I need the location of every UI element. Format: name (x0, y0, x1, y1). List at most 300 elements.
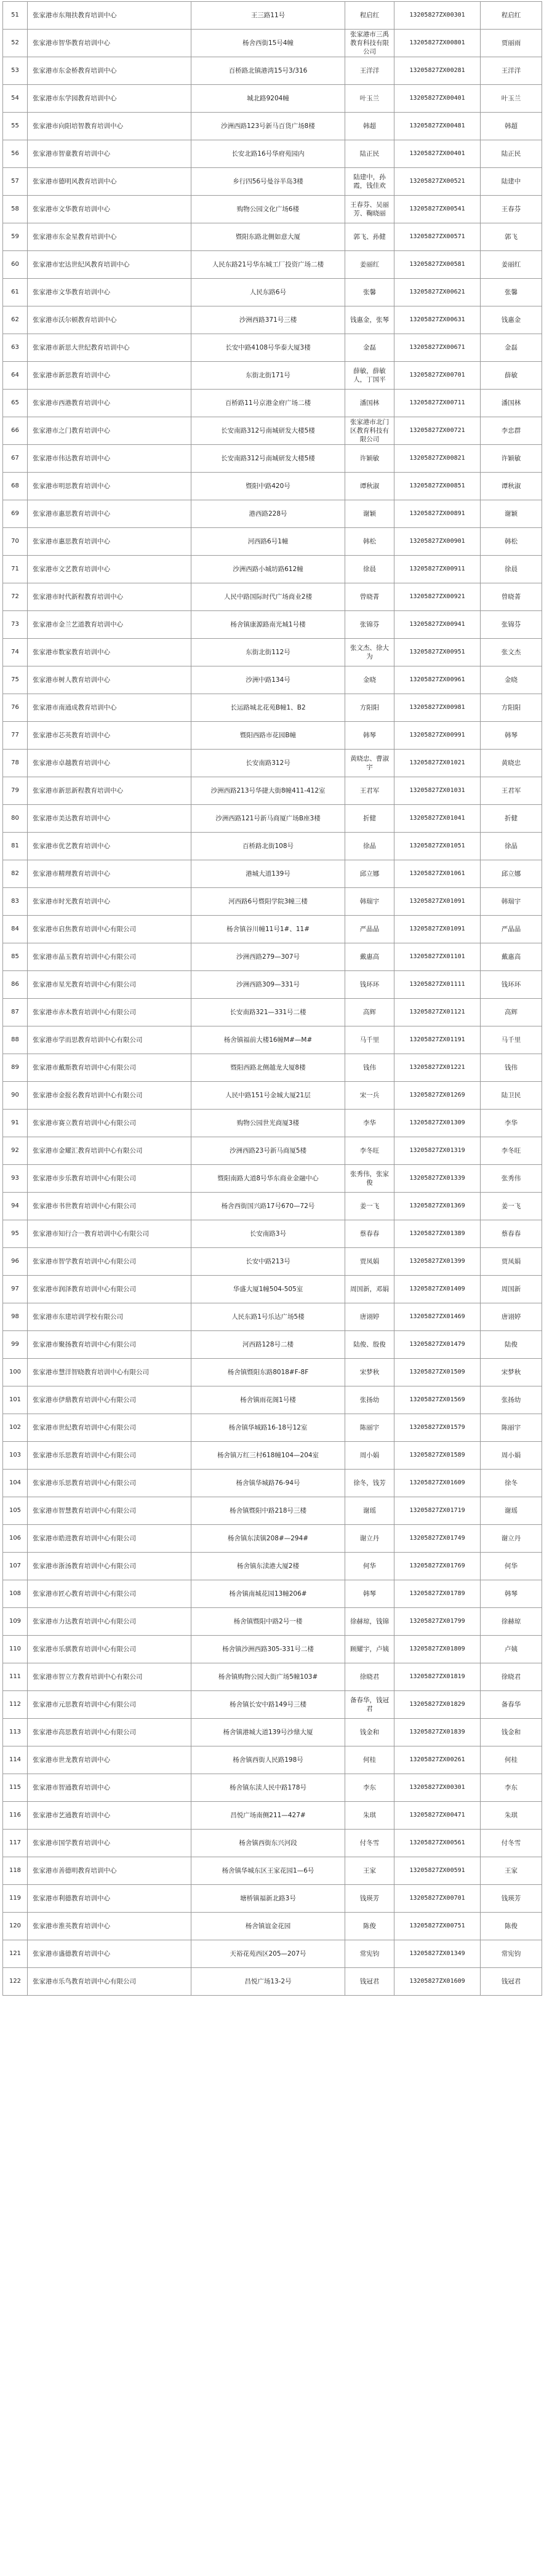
center-name: 张家港市智童教育培训中心 (28, 140, 191, 168)
center-owner: 徐晓君 (345, 1663, 394, 1691)
table-row (3, 1026, 542, 1054)
center-address: 昌悦广场13-2号 (191, 1968, 345, 1996)
row-number: 80 (3, 805, 28, 833)
center-name: 张家港市世龙教育培训中心 (28, 1746, 191, 1774)
center-address: 杨舍西街15号4幢 (191, 30, 345, 57)
table-row (3, 196, 542, 223)
row-number: 99 (3, 1331, 28, 1359)
center-head: 周国新 (481, 1276, 542, 1303)
license-code: 13205827ZX00591 (394, 1857, 481, 1885)
center-name: 张家港市步乐教育培训中心有限公司 (28, 1165, 191, 1193)
center-name: 张家港市优艺教育培训中心 (28, 833, 191, 860)
center-address: 杨舍镇东渎人民中路178号 (191, 1774, 345, 1802)
center-address: 杨舍镇谊金花园 (191, 1913, 345, 1940)
center-head: 陆俊 (481, 1331, 542, 1359)
license-code: 13205827ZX01749 (394, 1525, 481, 1553)
license-code: 13205827ZX00961 (394, 666, 481, 694)
center-name: 张家港市东建培训学校有限公司 (28, 1303, 191, 1331)
table-row (3, 1137, 542, 1165)
row-number: 60 (3, 251, 28, 279)
row-number: 51 (3, 2, 28, 30)
table-row (3, 750, 542, 777)
center-name: 张家港市向阳培智教育培训中心 (28, 113, 191, 140)
center-name: 张家港市智立方教育培训中心有限公司 (28, 1663, 191, 1691)
center-name: 张家港市新思大世纪教育培训中心 (28, 334, 191, 362)
center-head: 蔡春春 (481, 1220, 542, 1248)
center-owner: 张锦芬 (345, 611, 394, 639)
table-row (3, 1220, 542, 1248)
center-name: 张家港市乐骐教育培训中心有限公司 (28, 1636, 191, 1663)
license-code: 13205827ZX01819 (394, 1663, 481, 1691)
center-name: 张家港市利德教育培训中心 (28, 1885, 191, 1913)
center-address: 乡行四56号曼谷半岛3楼 (191, 168, 345, 196)
center-owner: 钱冠君 (345, 1968, 394, 1996)
center-address: 沙洲西路23号新马商厦5楼 (191, 1137, 345, 1165)
license-code: 13205827ZX01389 (394, 1220, 481, 1248)
center-owner: 邱立娜 (345, 860, 394, 888)
row-number: 78 (3, 750, 28, 777)
center-owner: 徐赫琼，钱锦 (345, 1608, 394, 1636)
license-code: 13205827ZX00701 (394, 362, 481, 390)
row-number: 116 (3, 1802, 28, 1830)
center-name: 张家港市新思教育培训中心 (28, 362, 191, 390)
center-name: 张家港市西港教育培训中心 (28, 390, 191, 417)
center-address: 长安南路312号南城研发大楼5楼 (191, 445, 345, 473)
center-owner: 蔡春春 (345, 1220, 394, 1248)
license-code: 13205827ZX00301 (394, 2, 481, 30)
center-head: 钱伟 (481, 1054, 542, 1082)
license-code: 13205827ZX01319 (394, 1137, 481, 1165)
center-head: 钱惠金 (481, 306, 542, 334)
center-owner: 徐冬，钱芳 (345, 1470, 394, 1497)
table-row (3, 999, 542, 1026)
table-row (3, 1331, 542, 1359)
center-address: 沙洲西路213号华捷大街8幢411-412室 (191, 777, 345, 805)
center-owner: 钱金和 (345, 1719, 394, 1746)
center-owner: 徐晶 (345, 833, 394, 860)
center-owner: 韩琴 (345, 722, 394, 750)
center-name: 张家港市书世教育培训中心有限公司 (28, 1193, 191, 1220)
center-head: 韩松 (481, 528, 542, 556)
center-owner: 谭秋淑 (345, 473, 394, 500)
center-owner: 贾凤娟 (345, 1248, 394, 1276)
center-address: 长安中路4108号华泰大厦3楼 (191, 334, 345, 362)
center-owner: 叶玉兰 (345, 85, 394, 113)
table-row (3, 500, 542, 528)
center-address: 杨舍镇谷川幢11号1#、11# (191, 916, 345, 943)
center-head: 谢立丹 (481, 1525, 542, 1553)
center-address: 沙洲西路123号新马百货广场8楼 (191, 113, 345, 140)
center-head: 贾凤娟 (481, 1248, 542, 1276)
row-number: 71 (3, 556, 28, 583)
center-head: 程启红 (481, 2, 542, 30)
table-row (3, 1165, 542, 1193)
center-name: 张家港市南通成教育培训中心 (28, 694, 191, 722)
row-number: 75 (3, 666, 28, 694)
row-number: 111 (3, 1663, 28, 1691)
row-number: 104 (3, 1470, 28, 1497)
center-owner: 王洋洋 (345, 57, 394, 85)
center-address: 百桥路11号京港金府广场二楼 (191, 390, 345, 417)
center-address: 长安中路213号 (191, 1248, 345, 1276)
license-code: 13205827ZX00671 (394, 334, 481, 362)
license-code: 13205827ZX01309 (394, 1110, 481, 1137)
center-owner: 何桂 (345, 1746, 394, 1774)
center-name: 张家港市东金桥教育培训中心 (28, 57, 191, 85)
license-code: 13205827ZX01399 (394, 1248, 481, 1276)
center-owner: 张家港市北门区教育科技有限公司 (345, 417, 394, 445)
row-number: 67 (3, 445, 28, 473)
table-row (3, 1442, 542, 1470)
center-owner: 周国新，邓娟 (345, 1276, 394, 1303)
center-owner: 谢瑶 (345, 1497, 394, 1525)
row-number: 120 (3, 1913, 28, 1940)
center-address: 长安南路312号南城研发大楼5楼 (191, 417, 345, 445)
center-name: 张家港市精理教育培训中心 (28, 860, 191, 888)
row-number: 115 (3, 1774, 28, 1802)
center-name: 张家港市启焦教育培训中心有限公司 (28, 916, 191, 943)
center-owner: 徐晨 (345, 556, 394, 583)
center-owner: 张秀伟，张家俊 (345, 1165, 394, 1193)
table-row (3, 1885, 542, 1913)
row-number: 107 (3, 1553, 28, 1580)
center-owner: 李东 (345, 1774, 394, 1802)
center-head: 谢瑶 (481, 1497, 542, 1525)
center-owner: 高辉 (345, 999, 394, 1026)
center-address: 杨舍西街国兴路17号670—72号 (191, 1193, 345, 1220)
row-number: 110 (3, 1636, 28, 1663)
license-code: 13205827ZX00721 (394, 417, 481, 445)
row-number: 97 (3, 1276, 28, 1303)
table-row (3, 1580, 542, 1608)
document-page (0, 1, 544, 2576)
center-address: 东街北街112号 (191, 639, 345, 666)
center-address: 东街北街171号 (191, 362, 345, 390)
center-head: 钱瑛芳 (481, 1885, 542, 1913)
center-head: 李华 (481, 1110, 542, 1137)
center-name: 张家港市乐鸟教育培训中心有限公司 (28, 1968, 191, 1996)
center-address: 杨舍镇西街东兴河段 (191, 1830, 345, 1857)
table-row (3, 943, 542, 971)
center-head: 曾晓菁 (481, 583, 542, 611)
center-address: 杨舍镇华城东区王家花园1—6号 (191, 1857, 345, 1885)
table-row (3, 1414, 542, 1442)
center-address: 百桥路北街108号 (191, 833, 345, 860)
license-code: 13205827ZX01469 (394, 1303, 481, 1331)
center-head: 贾丽雨 (481, 30, 542, 57)
center-name: 张家港市赤木教育培训中心有限公司 (28, 999, 191, 1026)
table-row (3, 777, 542, 805)
center-name: 张家港市新思新程教育培训中心 (28, 777, 191, 805)
center-address: 购物公园文化广场6楼 (191, 196, 345, 223)
license-code: 13205827ZX01609 (394, 1470, 481, 1497)
center-address: 长安南路312号 (191, 750, 345, 777)
row-number: 90 (3, 1082, 28, 1110)
center-name: 张家港市伊鼎教育培训中心有限公司 (28, 1386, 191, 1414)
center-address: 人民中路151号金城大厦21层 (191, 1082, 345, 1110)
row-number: 108 (3, 1580, 28, 1608)
table-row (3, 1525, 542, 1553)
center-owner: 钱环环 (345, 971, 394, 999)
center-head: 姜丽红 (481, 251, 542, 279)
row-number: 74 (3, 639, 28, 666)
center-name: 张家港市文华教育培训中心 (28, 279, 191, 306)
row-number: 57 (3, 168, 28, 196)
row-number: 69 (3, 500, 28, 528)
license-code: 13205827ZX00901 (394, 528, 481, 556)
center-head: 李忠群 (481, 417, 542, 445)
table-row (3, 30, 542, 57)
center-head: 金晓 (481, 666, 542, 694)
center-head: 方阳阳 (481, 694, 542, 722)
center-owner: 薛敏，薛敏人，丁国平 (345, 362, 394, 390)
license-code: 13205827ZX01031 (394, 777, 481, 805)
license-code: 13205827ZX01809 (394, 1636, 481, 1663)
center-head: 陆建中 (481, 168, 542, 196)
table-row (3, 1857, 542, 1885)
center-owner: 韩松 (345, 528, 394, 556)
license-code: 13205827ZX01829 (394, 1691, 481, 1719)
table-row (3, 611, 542, 639)
center-name: 张家港市金兰艺道教育培训中心 (28, 611, 191, 639)
center-head: 叶玉兰 (481, 85, 542, 113)
table-row (3, 1553, 542, 1580)
center-head: 邱立娜 (481, 860, 542, 888)
center-name: 张家港市艺通教育培训中心 (28, 1802, 191, 1830)
center-name: 张家港市时代新程教育培训中心 (28, 583, 191, 611)
row-number: 112 (3, 1691, 28, 1719)
center-head: 谢颖 (481, 500, 542, 528)
center-name: 张家港市树人教育培训中心 (28, 666, 191, 694)
license-code: 13205827ZX00801 (394, 30, 481, 57)
table-row (3, 1054, 542, 1082)
row-number: 83 (3, 888, 28, 916)
training-center-table (2, 1, 542, 1996)
license-code: 13205827ZX00891 (394, 500, 481, 528)
center-head: 备春华 (481, 1691, 542, 1719)
center-name: 张家港市惠思教育培训中心 (28, 500, 191, 528)
center-head: 徐晓君 (481, 1663, 542, 1691)
row-number: 81 (3, 833, 28, 860)
row-number: 76 (3, 694, 28, 722)
center-address: 杨舍镇暨阳中路2号一楼 (191, 1608, 345, 1636)
license-code: 13205827ZX00401 (394, 140, 481, 168)
row-number: 102 (3, 1414, 28, 1442)
center-address: 杨舍镇长安中路149号三楼 (191, 1691, 345, 1719)
center-address: 杨舍镇东渎港大厦2楼 (191, 1553, 345, 1580)
table-row (3, 1746, 542, 1774)
center-owner: 付冬雪 (345, 1830, 394, 1857)
center-head: 许颖敏 (481, 445, 542, 473)
center-name: 张家港市戴斯教育培训中心有限公司 (28, 1054, 191, 1082)
center-address: 杨舍镇康源路南光城1号楼 (191, 611, 345, 639)
table-row (3, 583, 542, 611)
center-address: 沙洲西路121号新马商厦广场B座3楼 (191, 805, 345, 833)
center-address: 河西路6号1幢 (191, 528, 345, 556)
center-name: 张家港市学而思教育培训中心有限公司 (28, 1026, 191, 1054)
center-name: 张家港市力达教育培训中心有限公司 (28, 1608, 191, 1636)
center-name: 张家港市善德明教育培训中心 (28, 1857, 191, 1885)
center-owner: 韩瑞宇 (345, 888, 394, 916)
license-code: 13205827ZX00401 (394, 85, 481, 113)
center-address: 暨阳西路市花园B幢 (191, 722, 345, 750)
license-code: 13205827ZX01101 (394, 943, 481, 971)
center-name: 张家港市星光教育培训中心有限公司 (28, 971, 191, 999)
license-code: 13205827ZX01579 (394, 1414, 481, 1442)
center-name: 张家港市皓进教育培训中心有限公司 (28, 1525, 191, 1553)
center-name: 张家港市知行合一教育培训中心有限公司 (28, 1220, 191, 1248)
table-row (3, 223, 542, 251)
license-code: 13205827ZX01041 (394, 805, 481, 833)
center-head: 常宪钧 (481, 1940, 542, 1968)
table-row (3, 666, 542, 694)
center-owner: 谢立丹 (345, 1525, 394, 1553)
table-row (3, 417, 542, 445)
license-code: 13205827ZX00921 (394, 583, 481, 611)
row-number: 63 (3, 334, 28, 362)
center-owner: 金晓 (345, 666, 394, 694)
center-address: 杨舍镇雨花阁1号楼 (191, 1386, 345, 1414)
center-address: 城北路9204幢 (191, 85, 345, 113)
table-row (3, 1913, 542, 1940)
license-code: 13205827ZX01051 (394, 833, 481, 860)
center-owner: 宋梦秋 (345, 1359, 394, 1386)
row-number: 119 (3, 1885, 28, 1913)
license-code: 13205827ZX01839 (394, 1719, 481, 1746)
center-owner: 张扬幼 (345, 1386, 394, 1414)
center-head: 张秀伟 (481, 1165, 542, 1193)
center-head: 张扬幼 (481, 1386, 542, 1414)
center-address: 港城大道139号 (191, 860, 345, 888)
center-owner: 张家港市三禹教育科技有限公司 (345, 30, 394, 57)
row-number: 101 (3, 1386, 28, 1414)
row-number: 93 (3, 1165, 28, 1193)
center-head: 严晶晶 (481, 916, 542, 943)
center-name: 张家港市时光教育培训中心 (28, 888, 191, 916)
row-number: 53 (3, 57, 28, 85)
center-address: 昌悦广场南侧211—427# (191, 1802, 345, 1830)
center-name: 张家港市沃尔顿教育培训中心 (28, 306, 191, 334)
center-address: 长运路城北花苑B幢1、B2 (191, 694, 345, 722)
license-code: 13205827ZX00991 (394, 722, 481, 750)
row-number: 73 (3, 611, 28, 639)
center-address: 杨舍镇福前大楼16幢M#—M# (191, 1026, 345, 1054)
row-number: 65 (3, 390, 28, 417)
center-address: 人民东路21号华东城工厂投资广场二楼 (191, 251, 345, 279)
center-address: 沙洲中路134号 (191, 666, 345, 694)
center-address: 杨舍镇港城大道139号沙鼎大厦 (191, 1719, 345, 1746)
center-name: 张家港市世纪教育培训中心有限公司 (28, 1414, 191, 1442)
center-address: 百桥路北镇港湾15号3/316 (191, 57, 345, 85)
center-head: 张馨 (481, 279, 542, 306)
center-owner: 陈丽宇 (345, 1414, 394, 1442)
center-address: 河西路128号二楼 (191, 1331, 345, 1359)
table-row (3, 168, 542, 196)
center-owner: 张馨 (345, 279, 394, 306)
center-head: 唐诩婷 (481, 1303, 542, 1331)
center-name: 张家港市金报名教育培训中心有限公司 (28, 1082, 191, 1110)
center-owner: 严晶晶 (345, 916, 394, 943)
center-head: 钱金和 (481, 1719, 542, 1746)
center-address: 杨舍镇西街人民路198号 (191, 1746, 345, 1774)
license-code: 13205827ZX01339 (394, 1165, 481, 1193)
center-owner: 马千里 (345, 1026, 394, 1054)
row-number: 117 (3, 1830, 28, 1857)
center-head: 宋梦秋 (481, 1359, 542, 1386)
center-name: 张家港市智华教育培训中心 (28, 30, 191, 57)
table-row (3, 694, 542, 722)
table-row (3, 1359, 542, 1386)
table-row (3, 113, 542, 140)
center-head: 韩瑞宇 (481, 888, 542, 916)
license-code: 13205827ZX00481 (394, 113, 481, 140)
row-number: 52 (3, 30, 28, 57)
license-code: 13205827ZX01769 (394, 1553, 481, 1580)
row-number: 72 (3, 583, 28, 611)
table-row (3, 1802, 542, 1830)
center-name: 张家港市东学园教育培训中心 (28, 85, 191, 113)
table-row (3, 279, 542, 306)
row-number: 114 (3, 1746, 28, 1774)
table-row (3, 334, 542, 362)
center-address: 天裕花苑西区205—207号 (191, 1940, 345, 1968)
license-code: 13205827ZX00711 (394, 390, 481, 417)
row-number: 109 (3, 1608, 28, 1636)
center-head: 黄晓忠 (481, 750, 542, 777)
table-row (3, 1636, 542, 1663)
license-code: 13205827ZX01479 (394, 1331, 481, 1359)
center-name: 张家港市晶玉教育培训中心有限公司 (28, 943, 191, 971)
center-owner: 陆建中，孙霞，钱佳欢 (345, 168, 394, 196)
row-number: 64 (3, 362, 28, 390)
license-code: 13205827ZX00541 (394, 196, 481, 223)
center-owner: 周小娟 (345, 1442, 394, 1470)
license-code: 13205827ZX01789 (394, 1580, 481, 1608)
license-code: 13205827ZX00281 (394, 57, 481, 85)
center-address: 杨舍镇购物公园大街广场5幢103# (191, 1663, 345, 1691)
center-head: 张文杰 (481, 639, 542, 666)
center-name: 张家港市明思教育培训中心 (28, 473, 191, 500)
center-head: 王春芬 (481, 196, 542, 223)
center-name: 张家港市智慧教育培训中心有限公司 (28, 1497, 191, 1525)
center-address: 杨舍镇沙洲西路305-331号二楼 (191, 1636, 345, 1663)
center-head: 韩超 (481, 113, 542, 140)
table-row (3, 57, 542, 85)
row-number: 92 (3, 1137, 28, 1165)
center-head: 徐晨 (481, 556, 542, 583)
center-name: 张家港市润泽教育培训中心有限公司 (28, 1276, 191, 1303)
center-head: 李冬旺 (481, 1137, 542, 1165)
center-address: 杨舍镇华城路16-18号12室 (191, 1414, 345, 1442)
center-head: 付冬雪 (481, 1830, 542, 1857)
table-row (3, 1276, 542, 1303)
center-address: 杨舍镇南城花园13幢206# (191, 1580, 345, 1608)
row-number: 118 (3, 1857, 28, 1885)
center-owner: 王春芬、吴丽芳、鞠晓丽 (345, 196, 394, 223)
center-name: 张家港市高思教育培训中心有限公司 (28, 1719, 191, 1746)
license-code: 13205827ZX00951 (394, 639, 481, 666)
center-head: 王家 (481, 1857, 542, 1885)
center-address: 暨阳东路北侧如意大厦 (191, 223, 345, 251)
center-owner: 金磊 (345, 334, 394, 362)
center-owner: 顾耀宇，卢姨 (345, 1636, 394, 1663)
row-number: 96 (3, 1248, 28, 1276)
center-name: 张家港市浙汤教育培训中心有限公司 (28, 1553, 191, 1580)
row-number: 105 (3, 1497, 28, 1525)
center-head: 王君军 (481, 777, 542, 805)
row-number: 103 (3, 1442, 28, 1470)
center-address: 长安北路16号华府苑园内 (191, 140, 345, 168)
